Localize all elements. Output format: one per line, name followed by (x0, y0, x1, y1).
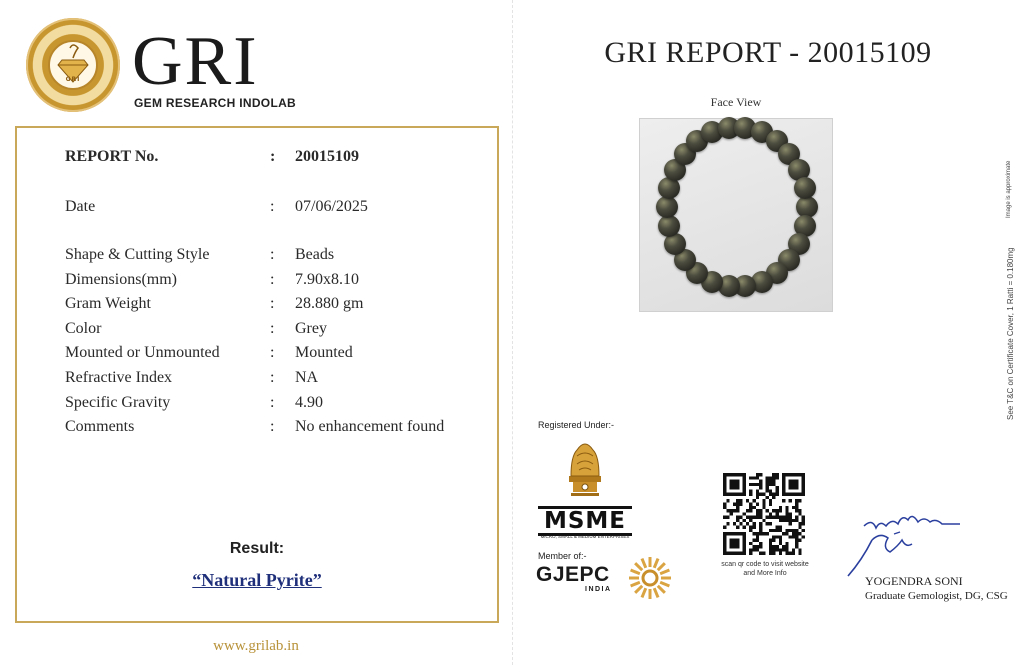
qr-module (785, 516, 788, 519)
qr-module (779, 519, 782, 522)
qr-module (762, 552, 765, 555)
qr-module (753, 483, 756, 486)
qr-module (756, 473, 759, 476)
page-divider (512, 0, 513, 665)
signatory-title: Graduate Gemologist, DG, CSG (865, 590, 1008, 602)
qr-module (772, 476, 775, 479)
qr-module (779, 516, 782, 519)
qr-module (775, 548, 778, 551)
approx-note: Image is approximate (1006, 160, 1012, 218)
qr-module (795, 542, 798, 545)
field-value: 7.90x8.10 (295, 271, 359, 288)
sun-ray (631, 570, 640, 574)
qr-module (779, 548, 782, 551)
field-label: Comments (65, 418, 135, 435)
qr-module (802, 516, 805, 519)
qr-module (736, 516, 739, 519)
qr-module (795, 545, 798, 548)
field-label: REPORT No. (65, 148, 159, 165)
msme-logo: MSME (538, 506, 632, 536)
qr-module (723, 503, 726, 506)
member-label: Member of:- (538, 551, 587, 561)
field-label: Refractive Index (65, 369, 173, 386)
gjepc-logo: GJEPC (536, 563, 610, 586)
result-value: “Natural Pyrite” (192, 570, 322, 590)
qr-module (739, 516, 742, 519)
gri-seal-logo (26, 18, 120, 112)
seal-text: GRI (65, 76, 81, 83)
qr-module (789, 499, 792, 502)
qr-module (782, 545, 785, 548)
qr-module (753, 506, 756, 509)
qr-module (798, 548, 801, 551)
qr-module (789, 519, 792, 522)
field-value: 28.880 gm (295, 295, 364, 312)
qr-module (749, 529, 752, 532)
field-label: Gram Weight (65, 295, 151, 312)
qr-module (779, 529, 782, 532)
field-value: No enhancement found (295, 418, 445, 435)
qr-module (782, 516, 785, 519)
qr-module (753, 548, 756, 551)
qr-module (759, 493, 762, 496)
field-label: Specific Gravity (65, 394, 171, 411)
qr-module (746, 516, 749, 519)
qr-module (785, 548, 788, 551)
qr-module (798, 532, 801, 535)
qr-module (785, 532, 788, 535)
qr-module (785, 552, 788, 555)
qr-module (766, 516, 769, 519)
sun-ray (658, 563, 665, 570)
qr-module (775, 486, 778, 489)
msme-subtitle: MICRO, SMALL & MEDIUM ENTERPRISES (540, 534, 630, 539)
qr-module (759, 532, 762, 535)
qr-module (739, 499, 742, 502)
gemstone-photo (639, 118, 833, 312)
qr-module (766, 532, 769, 535)
field-label: Shape & Cutting Style (65, 246, 210, 263)
qr-module (779, 506, 782, 509)
qr-module (798, 522, 801, 525)
qr-module (772, 496, 775, 499)
qr-module (759, 512, 762, 515)
bead (658, 215, 680, 237)
qr-caption (705, 560, 825, 578)
qr-module (756, 489, 759, 492)
qr-module (749, 489, 752, 492)
qr-module (772, 539, 775, 542)
qr-module (785, 542, 788, 545)
qr-module (789, 529, 792, 532)
qr-module (775, 529, 778, 532)
qr-module (756, 503, 759, 506)
sun-ray (631, 582, 640, 586)
qr-module (792, 529, 795, 532)
photo-caption: Face View (710, 95, 762, 109)
qr-module (772, 535, 775, 538)
qr-module (733, 503, 736, 506)
qr-module (769, 499, 772, 502)
qr-module (723, 506, 726, 509)
qr-module (772, 480, 775, 483)
qr-module (775, 476, 778, 479)
side-notes (1002, 150, 1022, 430)
qr-module (749, 542, 752, 545)
qr-module (759, 480, 762, 483)
qr-module (785, 512, 788, 515)
sun-ray (635, 586, 642, 593)
field-value: 4.90 (295, 394, 323, 411)
qr-module (736, 499, 739, 502)
field-label: Mounted or Unmounted (65, 344, 220, 361)
qr-module (769, 539, 772, 542)
qr-module (762, 503, 765, 506)
qr-module (769, 503, 772, 506)
qr-module (772, 545, 775, 548)
qr-module (779, 525, 782, 528)
qr-module (798, 525, 801, 528)
brand-subtitle: GEM RESEARCH INDOLAB (134, 96, 297, 110)
qr-module (762, 532, 765, 535)
sun-ray (660, 582, 669, 586)
gjepc-sun-icon (627, 555, 673, 601)
qr-module (753, 545, 756, 548)
qr-module (769, 552, 772, 555)
qr-module (736, 519, 739, 522)
report-title: GRI REPORT - 20015109 (604, 36, 932, 69)
qr-module (733, 522, 736, 525)
field-value: NA (295, 369, 319, 386)
qr-module (769, 480, 772, 483)
field-separator: : (270, 271, 275, 288)
qr-module (766, 480, 769, 483)
qr-module (785, 506, 788, 509)
qr-module (795, 519, 798, 522)
qr-module (792, 532, 795, 535)
field-separator: : (270, 148, 276, 165)
field-separator: : (270, 394, 275, 411)
qr-module (756, 548, 759, 551)
registered-label: Registered Under:- (538, 420, 615, 430)
qr-module (789, 516, 792, 519)
bead (794, 177, 816, 199)
qr-module (756, 516, 759, 519)
qr-module (753, 522, 756, 525)
qr-module (753, 516, 756, 519)
qr-module (795, 539, 798, 542)
qr-module (749, 506, 752, 509)
qr-module (739, 522, 742, 525)
qr-module (772, 473, 775, 476)
qr-module (769, 522, 772, 525)
qr-module (792, 552, 795, 555)
qr-module (726, 509, 729, 512)
qr-module (772, 493, 775, 496)
qr-module (785, 519, 788, 522)
qr-module (749, 509, 752, 512)
qr-module (759, 542, 762, 545)
qr-module (775, 473, 778, 476)
qr-module (743, 519, 746, 522)
qr-module (798, 509, 801, 512)
qr-module (756, 493, 759, 496)
qr-module (753, 499, 756, 502)
qr-module (795, 535, 798, 538)
qr-module (753, 539, 756, 542)
field-label: Date (65, 198, 96, 215)
qr-module (775, 545, 778, 548)
qr-module (769, 545, 772, 548)
qr-module (775, 516, 778, 519)
sun-ray (658, 586, 665, 593)
qr-module (779, 509, 782, 512)
qr-module (739, 503, 742, 506)
qr-module (736, 525, 739, 528)
qr-module (802, 519, 805, 522)
sun-ray (642, 588, 646, 597)
qr-module (782, 499, 785, 502)
qr-module (785, 545, 788, 548)
qr-module (779, 535, 782, 538)
qr-module (769, 542, 772, 545)
qr-module (772, 509, 775, 512)
qr-module (775, 493, 778, 496)
sun-ray (642, 559, 646, 568)
qr-module (772, 529, 775, 532)
qr-module (746, 522, 749, 525)
qr-module (756, 496, 759, 499)
qr-module (726, 499, 729, 502)
qr-module (749, 552, 752, 555)
qr-module (789, 552, 792, 555)
qr-module (723, 525, 726, 528)
qr-module (769, 512, 772, 515)
qr-module (775, 509, 778, 512)
qr-module (792, 535, 795, 538)
qr-module (782, 519, 785, 522)
gjepc-subtitle: INDIA (585, 586, 612, 593)
qr-module (749, 525, 752, 528)
qr-module (730, 509, 733, 512)
qr-module (795, 499, 798, 502)
national-emblem-icon (563, 436, 607, 498)
qr-module (756, 532, 759, 535)
qr-module (756, 483, 759, 486)
field-value: Beads (295, 246, 335, 263)
qr-module (749, 548, 752, 551)
field-value: 07/06/2025 (295, 198, 368, 215)
qr-module (759, 516, 762, 519)
qr-module (753, 532, 756, 535)
qr-module (795, 529, 798, 532)
qr-module (736, 509, 739, 512)
qr-module (795, 516, 798, 519)
qr-module (756, 476, 759, 479)
qr-module (746, 509, 749, 512)
qr-module (769, 516, 772, 519)
qr-finder (789, 480, 799, 490)
qr-module (795, 509, 798, 512)
qr-module (749, 483, 752, 486)
qr-module (759, 473, 762, 476)
brand-name: GRI (132, 23, 259, 100)
qr-module (753, 525, 756, 528)
qr-module (802, 529, 805, 532)
qr-module (789, 512, 792, 515)
qr-module (792, 519, 795, 522)
qr-module (756, 539, 759, 542)
qr-module (759, 545, 762, 548)
field-value: Grey (295, 320, 327, 337)
qr-module (756, 509, 759, 512)
qr-code[interactable] (723, 473, 805, 555)
qr-module (759, 486, 762, 489)
qr-caption-line2: and More Info (743, 570, 787, 577)
diamond-icon (26, 18, 120, 112)
qr-module (782, 532, 785, 535)
qr-module (749, 493, 752, 496)
qr-finder (730, 539, 740, 549)
qr-module (775, 489, 778, 492)
qr-module (746, 499, 749, 502)
qr-module (769, 493, 772, 496)
qr-module (766, 486, 769, 489)
qr-module (749, 476, 752, 479)
qr-module (779, 542, 782, 545)
qr-module (759, 509, 762, 512)
qr-module (756, 545, 759, 548)
qr-module (769, 489, 772, 492)
field-separator: : (270, 246, 275, 263)
qr-module (789, 522, 792, 525)
field-separator: : (270, 418, 275, 435)
qr-module (802, 535, 805, 538)
field-separator: : (270, 295, 275, 312)
qr-module (759, 552, 762, 555)
qr-module (772, 552, 775, 555)
qr-module (766, 476, 769, 479)
qr-module (802, 522, 805, 525)
terms-note: See T&C on Certificate Cover, 1 Ratti = 0.180mg (1006, 247, 1015, 420)
qr-module (743, 525, 746, 528)
qr-module (762, 499, 765, 502)
qr-module (749, 503, 752, 506)
qr-module (726, 522, 729, 525)
qr-module (743, 512, 746, 515)
qr-module (753, 476, 756, 479)
qr-module (766, 483, 769, 486)
qr-module (792, 548, 795, 551)
qr-module (733, 509, 736, 512)
qr-module (766, 522, 769, 525)
field-label: Dimensions(mm) (65, 271, 177, 288)
qr-module (749, 516, 752, 519)
qr-module (772, 483, 775, 486)
sun-ray (660, 570, 669, 574)
qr-module (785, 529, 788, 532)
result-label: Result: (229, 540, 285, 557)
qr-module (769, 483, 772, 486)
signature-image (842, 500, 967, 580)
qr-module (730, 512, 733, 515)
qr-module (775, 512, 778, 515)
qr-module (762, 506, 765, 509)
sun-ray (635, 563, 642, 570)
qr-module (769, 476, 772, 479)
qr-module (798, 499, 801, 502)
qr-module (798, 512, 801, 515)
field-separator: : (270, 344, 275, 361)
qr-module (775, 535, 778, 538)
qr-module (726, 516, 729, 519)
qr-module (779, 552, 782, 555)
qr-module (759, 525, 762, 528)
qr-finder (730, 480, 740, 490)
qr-module (762, 519, 765, 522)
qr-module (785, 509, 788, 512)
qr-module (759, 483, 762, 486)
qr-module (756, 512, 759, 515)
field-separator: : (270, 320, 275, 337)
qr-module (762, 493, 765, 496)
qr-module (736, 506, 739, 509)
sun-ray (654, 588, 658, 597)
qr-module (795, 503, 798, 506)
qr-module (759, 529, 762, 532)
qr-module (779, 539, 782, 542)
field-separator: : (270, 198, 275, 215)
field-separator: : (270, 369, 275, 386)
qr-module (792, 506, 795, 509)
qr-module (782, 548, 785, 551)
field-label: Color (65, 320, 102, 337)
qr-module (766, 509, 769, 512)
field-value: Mounted (295, 344, 353, 361)
qr-module (759, 522, 762, 525)
qr-module (789, 535, 792, 538)
qr-module (798, 552, 801, 555)
qr-module (723, 516, 726, 519)
qr-module (769, 529, 772, 532)
website-link[interactable]: www.grilab.in (213, 638, 299, 654)
field-value: 20015109 (295, 148, 359, 165)
qr-module (775, 525, 778, 528)
qr-module (766, 489, 769, 492)
qr-module (772, 548, 775, 551)
qr-module (756, 535, 759, 538)
bead (656, 196, 678, 218)
qr-module (772, 516, 775, 519)
signatory-name: YOGENDRA SONI (865, 574, 963, 588)
qr-module (795, 532, 798, 535)
qr-caption-line1: scan qr code to visit website (721, 561, 809, 568)
qr-module (749, 519, 752, 522)
qr-module (795, 506, 798, 509)
qr-module (798, 539, 801, 542)
qr-module (736, 503, 739, 506)
sun-ray (654, 559, 658, 568)
qr-module (766, 496, 769, 499)
qr-module (769, 548, 772, 551)
